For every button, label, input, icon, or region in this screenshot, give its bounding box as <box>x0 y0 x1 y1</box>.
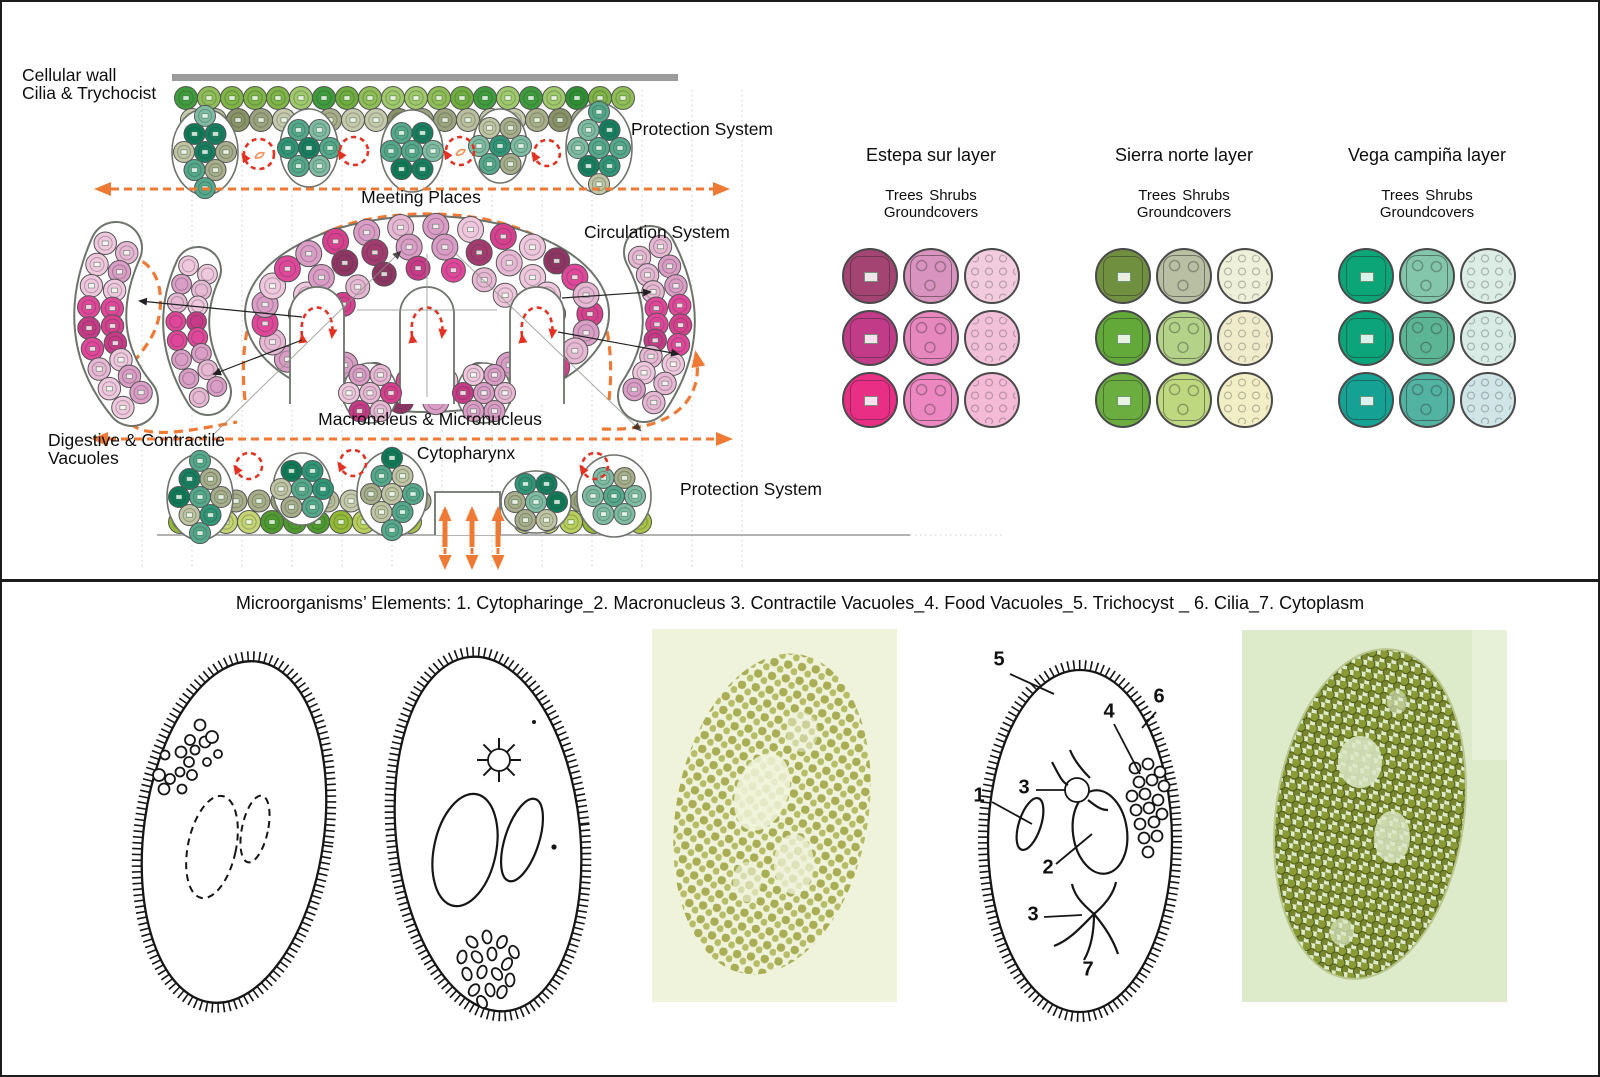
callout-number: 1 <box>973 784 985 807</box>
plant-swatch <box>964 248 1020 304</box>
label-circulation-system: Circulation System <box>584 222 730 242</box>
label-cellular-wall: Cellular wall <box>22 65 117 85</box>
plant-swatch <box>964 372 1020 428</box>
plant-swatch <box>1095 372 1151 428</box>
callout-number: 5 <box>993 648 1005 671</box>
legend-vega <box>1332 145 1522 428</box>
plant-swatch <box>1095 248 1151 304</box>
plant-swatch <box>1156 248 1212 304</box>
plant-swatch <box>1399 310 1455 366</box>
legend-columns-header: Trees Shrubs Groundcovers <box>883 187 979 221</box>
plant-swatch <box>842 248 898 304</box>
callout-number: 7 <box>1082 958 1094 981</box>
paramecium-labeled-drawing <box>983 665 1177 1017</box>
legend-columns-header: Trees Shrubs Groundcovers <box>1379 187 1475 221</box>
plant-swatch <box>1217 310 1273 366</box>
label-cytopharynx: Cytopharynx <box>416 443 516 463</box>
label-cilia-trychocist: Cilia & Trychocist <box>22 83 157 103</box>
micro-elements-caption: Microorganisms’ Elements: 1. Cytopharinge_2. Macronucleus 3. Contractile Vacuoles_4. Food Vacuoles_5. Trichocyst _ 6. Cilia_7. Cytoplasm <box>235 593 1365 613</box>
callout-number: 4 <box>1103 700 1115 723</box>
plant-swatch <box>964 310 1020 366</box>
legend-estepa <box>836 145 1026 428</box>
label-protection-bottom: Protection System <box>680 479 822 499</box>
label-digestive-1: Digestive & Contractile <box>48 430 226 450</box>
paramecium-model-photo <box>649 629 897 1002</box>
plant-swatch <box>1399 372 1455 428</box>
legend-title: Sierra norte layer <box>1114 145 1254 165</box>
plant-swatch <box>1460 248 1516 304</box>
plant-swatch <box>1217 248 1273 304</box>
plant-swatch <box>1156 372 1212 428</box>
paramecium-drawing-1 <box>115 644 352 1021</box>
plant-swatch <box>842 310 898 366</box>
label-protection-top: Protection System <box>631 119 773 139</box>
plant-swatch <box>842 372 898 428</box>
callout-number: 2 <box>1042 856 1054 879</box>
legend-swatch-grid <box>1089 248 1279 428</box>
cellular-wall-bar <box>172 74 678 81</box>
callout-number: 3 <box>1027 903 1039 926</box>
panel-divider <box>2 579 1598 582</box>
label-meeting-places: Meeting Places <box>361 187 481 207</box>
plant-swatch <box>1460 372 1516 428</box>
courtyard-notch <box>510 287 564 404</box>
plant-swatch <box>1338 310 1394 366</box>
plant-swatch <box>1156 310 1212 366</box>
plant-swatch <box>1338 248 1394 304</box>
paramecium-drawing-2 <box>372 642 603 1026</box>
legend-swatch-grid <box>1332 248 1522 428</box>
legend-columns-header: Trees Shrubs Groundcovers <box>1136 187 1232 221</box>
plant-swatch <box>1338 372 1394 428</box>
label-digestive-2: Vacuoles <box>48 448 119 468</box>
plant-swatch <box>1399 248 1455 304</box>
legend-sierra <box>1089 145 1279 428</box>
label-macronucleus: Macroncleus & Micronucleus <box>318 409 542 429</box>
legend-title: Estepa sur layer <box>865 145 997 165</box>
plant-swatch <box>903 248 959 304</box>
plant-swatch <box>903 310 959 366</box>
plant-swatch <box>1460 310 1516 366</box>
plant-swatch <box>1217 372 1273 428</box>
paramecium-micrograph-photo <box>1242 630 1507 1002</box>
callout-number: 6 <box>1153 685 1165 708</box>
plant-swatch <box>1095 310 1151 366</box>
courtyard-notch <box>290 287 344 404</box>
legend-swatch-grid <box>836 248 1026 428</box>
plant-swatch <box>903 372 959 428</box>
callout-number: 3 <box>1018 776 1030 799</box>
legend-title: Vega campiña layer <box>1347 145 1507 165</box>
